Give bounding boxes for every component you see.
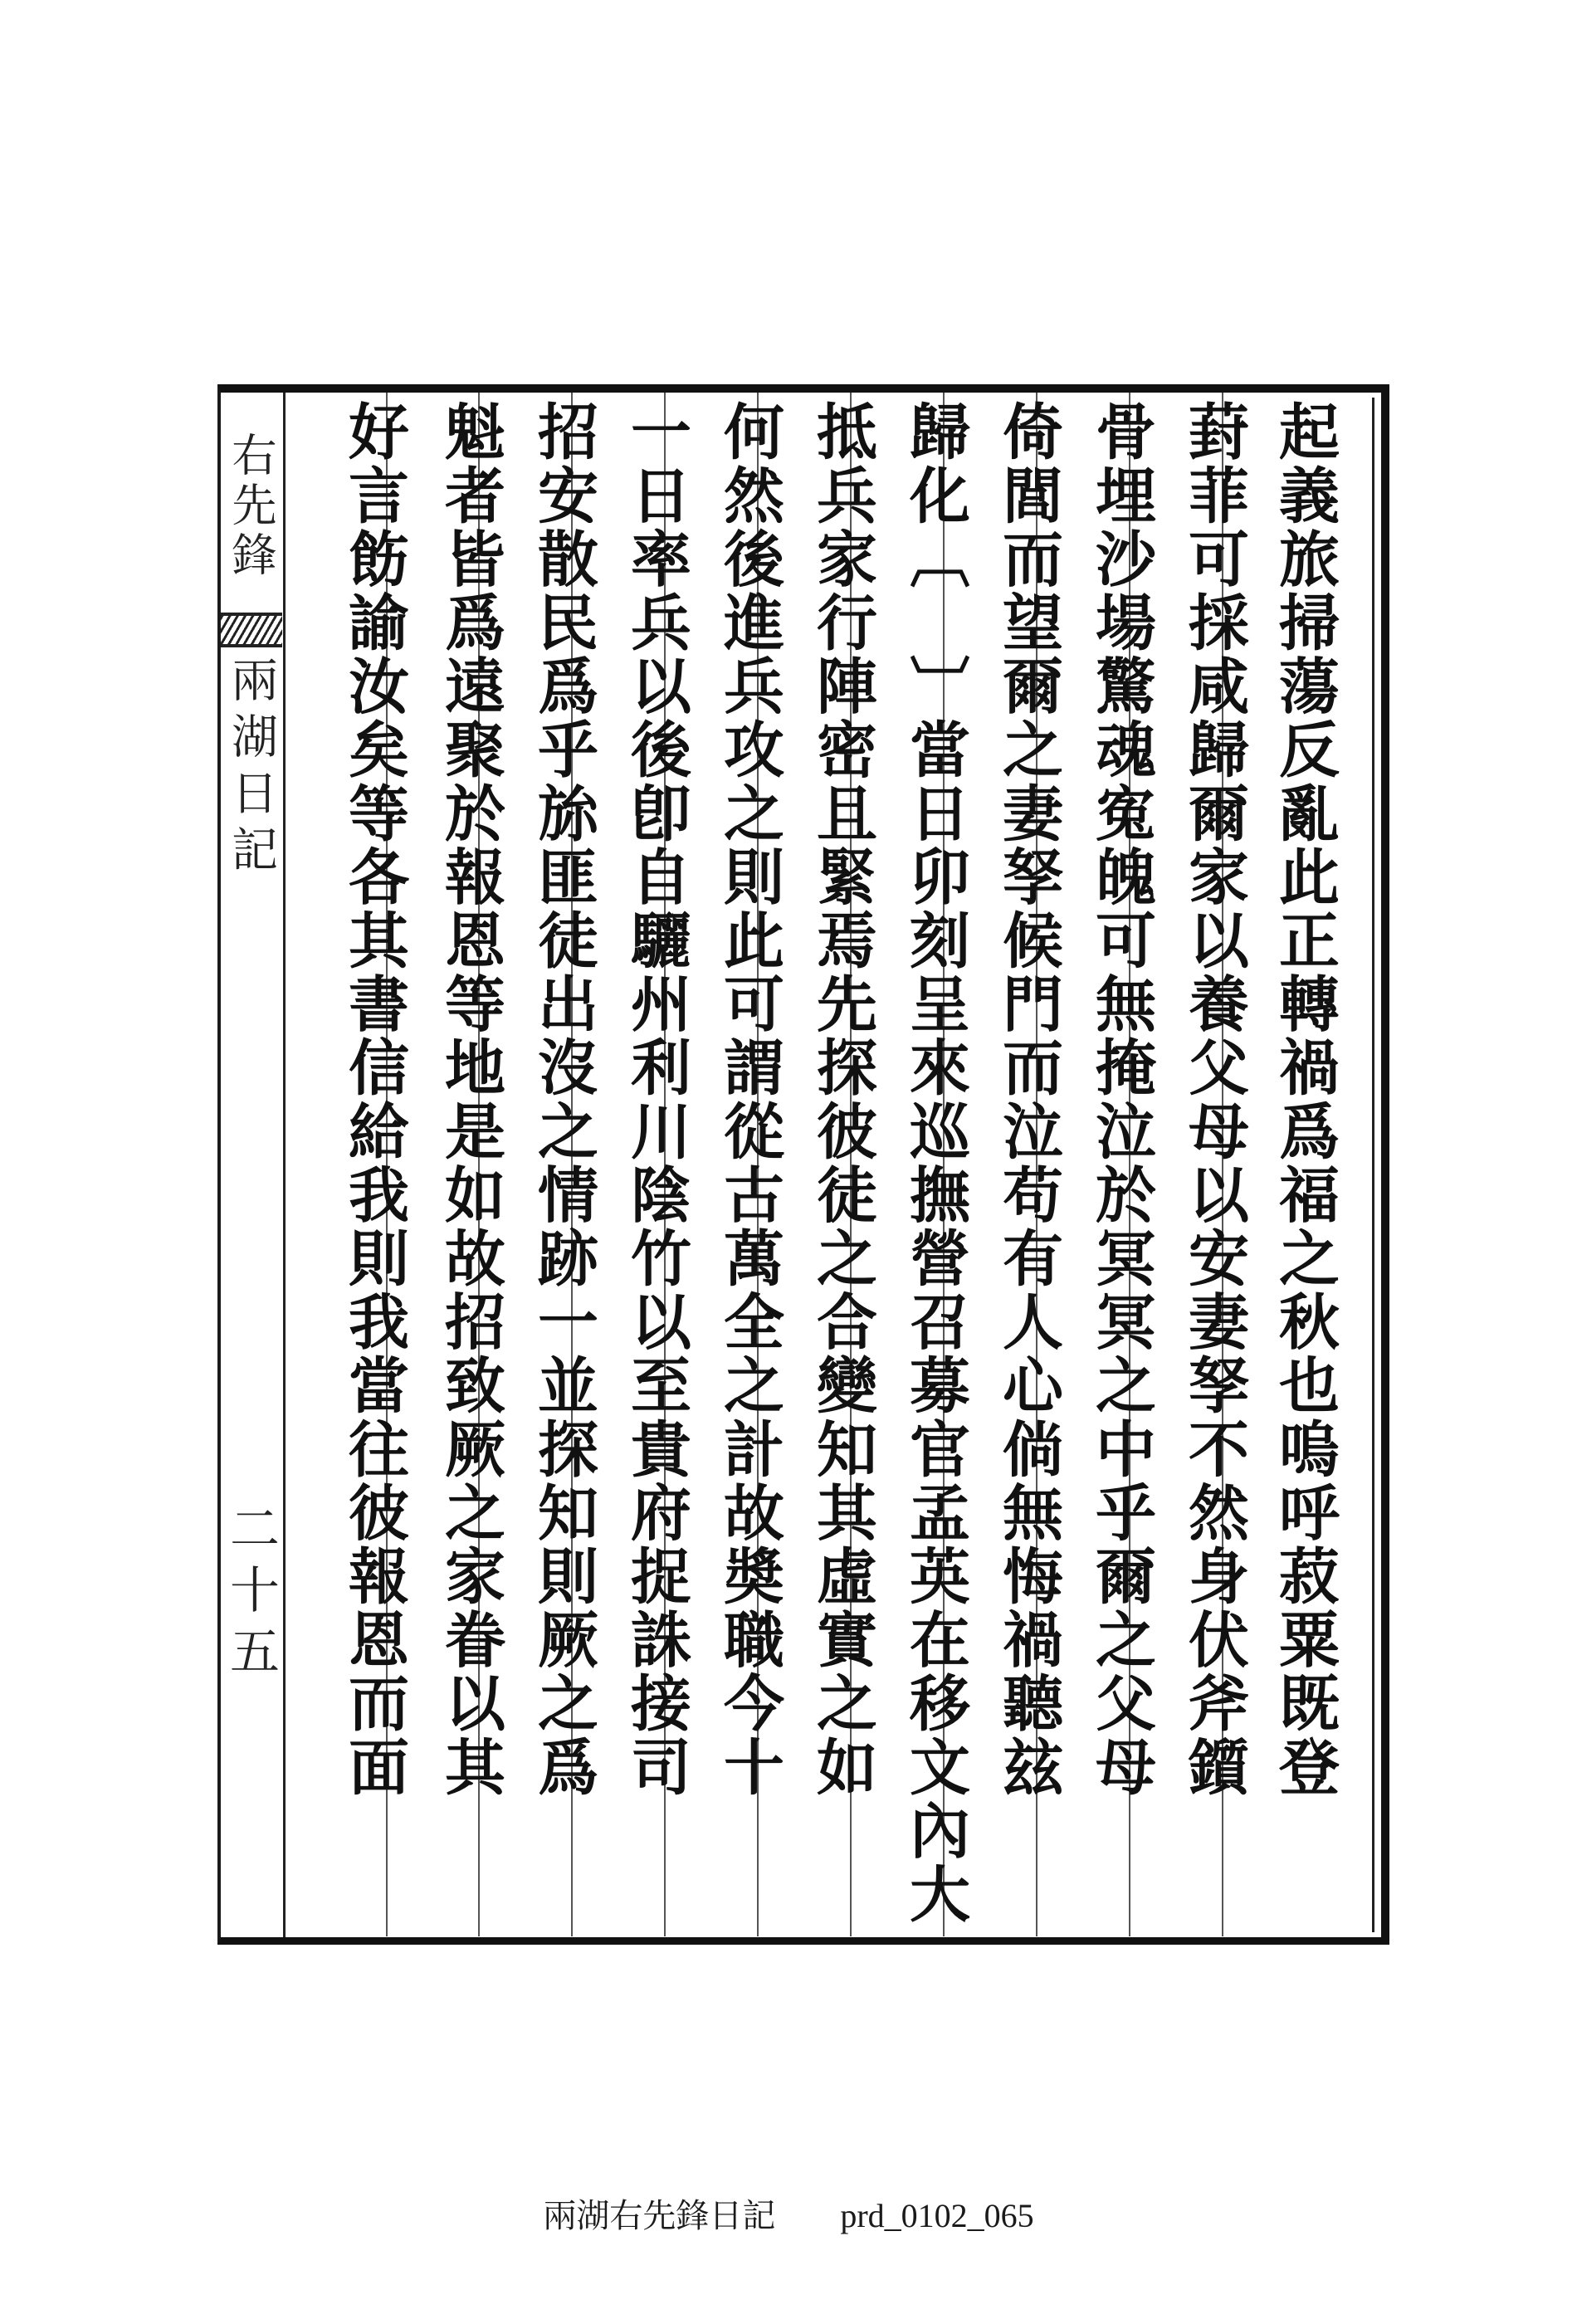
text-column-4: 倚閭而望爾之妻孥候門而泣苟有人心倘無悔禍聽玆 <box>992 400 1063 1799</box>
caption-id: prd_0102_065 <box>840 2197 1034 2234</box>
text-column-1: 起義旅掃蕩反亂此正轉禍爲福之秋也嗚呼菽粟既登 <box>1268 400 1340 1799</box>
folio-number: 二十五 <box>222 1502 280 1687</box>
text-column-3: 骨埋沙場驚魂寃魄可無掩泣於冥冥之中乎爾之父母 <box>1085 400 1156 1799</box>
text-column-5: 歸化〔 〕當日卯刻呈來巡撫營召募官孟英在移文內大 <box>899 400 970 1926</box>
fishtail-ornament <box>221 613 282 647</box>
text-column-10: 魁者皆爲遠聚於報恩等地是如故招致厥之家眷以其 <box>434 400 505 1799</box>
text-column-8: 一日率兵以後卽自驪州利川陰竹以至貴府捉誅接司 <box>620 400 691 1799</box>
page-caption <box>0 2190 1577 2237</box>
text-column-7: 何然後進兵攻之則此可謂從古萬全之計故奬職今十 <box>713 400 784 1799</box>
margin-title-bottom: 兩湖日記 <box>224 656 278 881</box>
text-column-11: 好言飭諭汝矣等各其書信給我則我當往彼報恩而面 <box>338 400 409 1799</box>
text-column-2: 葑菲可採咸歸爾家以養父母以安妻孥不然身伏斧鑕 <box>1178 400 1249 1799</box>
caption-title: 兩湖右先鋒日記 <box>543 2197 776 2235</box>
text-column-9: 招安散民爲乎旀匪徒出沒之情跡一並探知則厥之爲 <box>527 400 598 1799</box>
text-column-6: 抵兵家行陣密且緊焉先探彼徒之合變知其虛實之如 <box>806 400 877 1799</box>
margin-title-top: 右先鋒 <box>225 432 277 581</box>
